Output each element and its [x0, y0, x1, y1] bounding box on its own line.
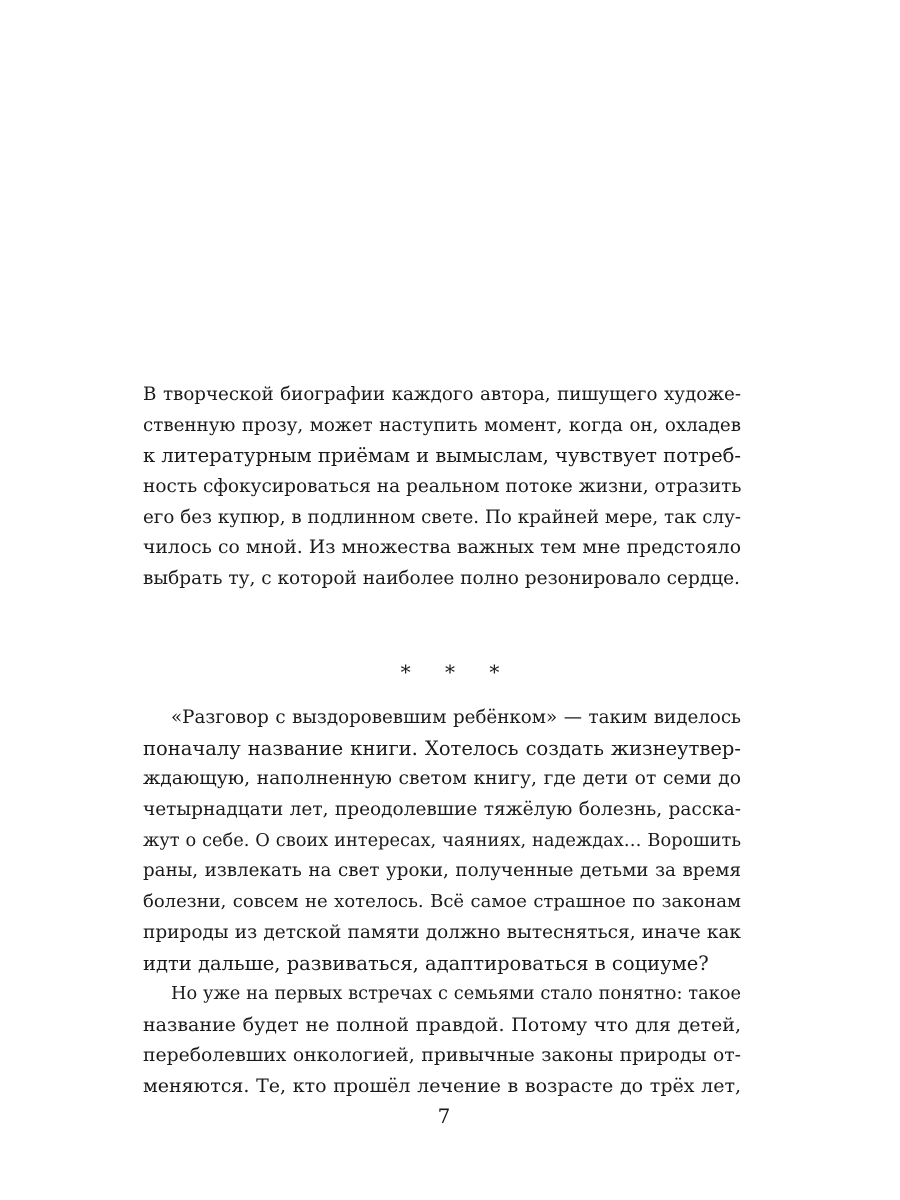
section-separator: * * *	[400, 660, 514, 684]
page-number: 7	[437, 1104, 451, 1128]
text-line: его без купюр, в подлинном свете. По крайней мере, так слу-	[143, 506, 741, 528]
text-line: ждающую, наполненную светом книгу, где дети от семи до	[143, 768, 741, 790]
text-line: природы из детской памяти должно вытесняться, иначе как	[143, 921, 741, 943]
text-line: чилось со мной. Из множества важных тем мне предстояло	[143, 537, 741, 559]
text-line: переболевших онкологией, привычные законы природы от-	[143, 1044, 741, 1066]
text-line: выбрать ту, с которой наиболее полно резонировало сердце.	[143, 568, 740, 590]
text-line: меняются. Те, кто прошёл лечение в возрасте до трёх лет,	[143, 1075, 741, 1098]
text-line: болезни, совсем не хотелось. Всё самое страшное по законам	[143, 891, 741, 913]
text-line: ность сфокусироваться на реальном потоке жизни, отразить	[143, 476, 742, 498]
text-line: раны, извлекать на свет уроки, полученные детьми за время	[143, 860, 741, 882]
text-line: к литературным приёмам и вымыслам, чувствует потреб-	[143, 444, 741, 468]
text-line: четырнадцати лет, преодолевшие тяжёлую болезнь, расска-	[143, 799, 741, 821]
text-line: поначалу название книги. Хотелось создать жизнеутвер-	[143, 736, 741, 760]
text-line: жут о себе. О своих интересах, чаяниях, надеждах… Ворошить	[143, 830, 741, 851]
text-line: идти дальше, развиваться, адаптироваться в социуме?	[143, 951, 709, 975]
text-line: название будет не полной правдой. Потому что для детей,	[143, 1013, 741, 1036]
text-line: ственную прозу, может наступить момент, когда он, охладев	[143, 414, 741, 436]
body-text	[143, 703, 741, 1102]
intro-paragraph	[143, 380, 741, 595]
text-line: В творческой биографии каждого автора, пишущего художе-	[143, 384, 741, 405]
text-line: Но уже на первых встречах с семьями стало понятно: такое	[171, 984, 741, 1005]
text-line: «Разговор с выздоровевшим ребёнком» — таким виделось	[171, 707, 741, 728]
